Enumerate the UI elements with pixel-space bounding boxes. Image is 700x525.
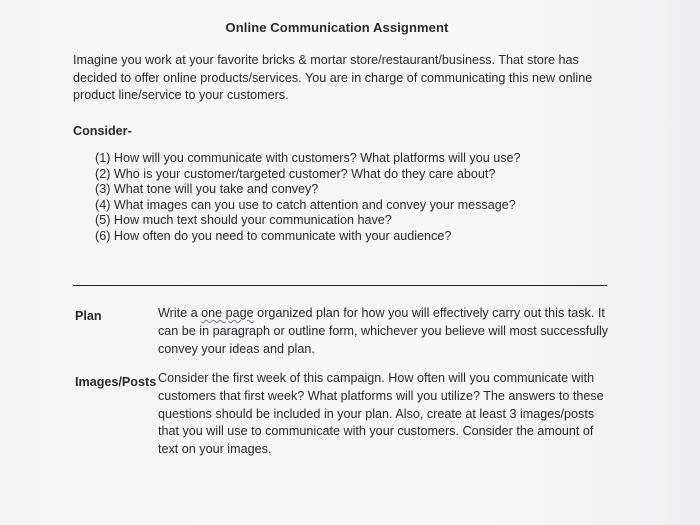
question-item-6: (6) How often do you need to communicate with your audience? (95, 228, 452, 243)
plan-text-rest: organized plan for how you will effectively carry out this task. It can be in paragraph or outline form, whichever you believe will most successfully convey your ideas and plan. (158, 306, 609, 356)
spellcheck-underline: one page (201, 306, 254, 320)
images-posts-label: Images/Posts (75, 375, 157, 389)
question-item-5: (5) How much text should your communication have? (95, 213, 392, 227)
question-item-1: (1) How will you communicate with customers? What platforms will you use? (95, 151, 521, 165)
consider-heading: Consider- (73, 124, 132, 138)
question-item-2: (2) Who is your customer/targeted customer? What do they care about? (95, 166, 496, 181)
plan-text (158, 305, 613, 358)
plan-text-start: Write a (158, 306, 202, 320)
question-item-4: (4) What images can you use to catch attention and convey your message? (95, 197, 516, 212)
images-posts-text: Consider the first week of this campaign. How often will you communicate with customers that first week? What platforms will you utilize? The answers to these questions should be included in your plan. Also, create at least 3 images/posts that you will use to communicate with your customers. Consider the amount of text on your images. (158, 371, 604, 457)
document-title: Online Communication Assignment (225, 20, 449, 35)
questions-list (95, 151, 615, 244)
plan-label: Plan (75, 309, 102, 323)
question-item-3: (3) What tone will you take and convey? (95, 182, 319, 196)
section-divider (73, 285, 607, 286)
intro-paragraph: Imagine you work at your favorite bricks & mortar store/restaurant/business. That store has decided to offer online products/services. You are in charge of communicating this new online product line/service to your customers. (73, 53, 593, 102)
